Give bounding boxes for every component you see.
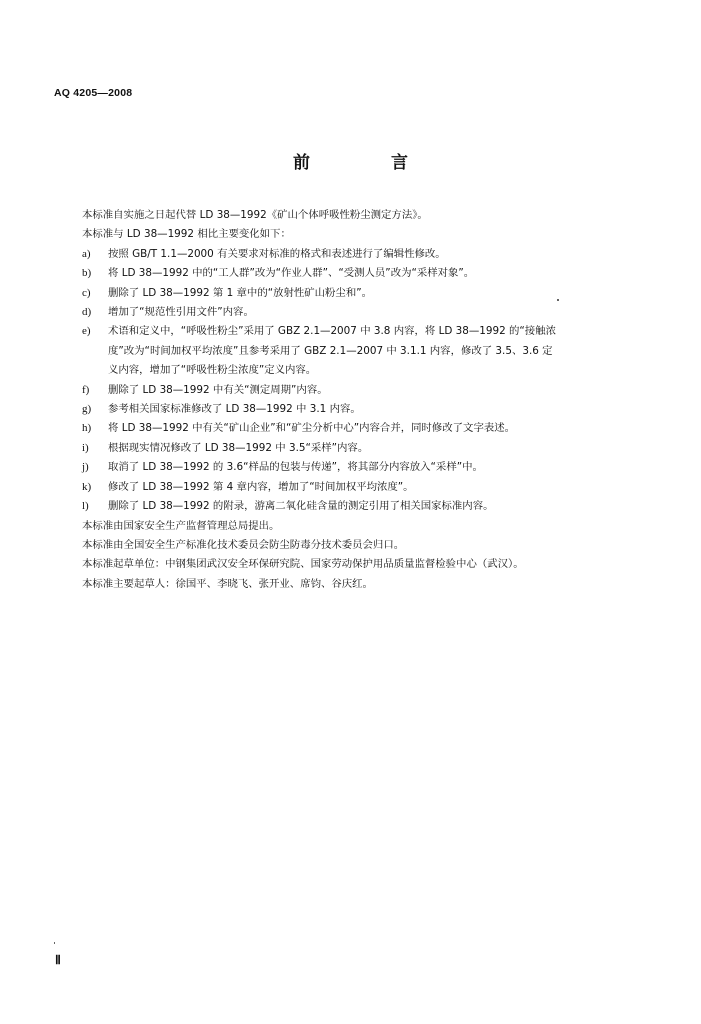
item-label: l) [82,500,89,513]
closing-paragraph-4: 本标准主要起草人：徐国平、李晓飞、张开业、席钧、谷庆红。 [82,577,373,590]
standard-code: AQ 4205—2008 [54,87,133,99]
item-text: 根据现实情况修改了 LD 38—1992 中 3.5“采样”内容。 [108,441,369,454]
scan-speck [54,942,55,944]
item-text: 按照 GB/T 1.1—2000 有关要求对标准的格式和表述进行了编辑性修改。 [108,247,446,260]
change-item-l [82,497,638,516]
change-item-d [82,303,638,322]
item-label: a) [82,247,91,260]
item-label: j) [82,461,89,474]
change-item-e [82,322,638,380]
page-title: 前 言 [293,153,440,173]
foreword-body [82,206,638,594]
item-label: f) [82,383,90,396]
item-text: 将 LD 38—1992 中的“工人群”改为“作业人群”、“受测人员”改为“采样对象”。 [108,267,475,280]
item-text: 删除了 LD 38—1992 中有关“测定周期”内容。 [108,383,328,396]
item-text: 义内容，增加了“呼吸性粉尘浓度”定义内容。 [108,364,317,377]
closing-paragraph-2: 本标准由全国安全生产标准化技术委员会防尘防毒分技术委员会归口。 [82,538,405,551]
item-label: e) [82,325,91,338]
change-item-h [82,419,638,438]
change-item-f [82,381,638,400]
item-text: 参考相关国家标准修改了 LD 38—1992 中 3.1 内容。 [108,403,361,416]
item-text: 取消了 LD 38—1992 的 3.6“样品的包装与传递”，将其部分内容放入“采样”中。 [108,461,483,474]
item-text: 术语和定义中，“呼吸性粉尘”采用了 GBZ 2.1—2007 中 3.8 内容，将 LD 38—1992 的“接触浓 [108,325,556,338]
item-text: 将 LD 38—1992 中有关“矿山企业”和“矿尘分析中心”内容合并，同时修改了文字表述。 [108,422,516,435]
change-item-a [82,245,638,264]
item-text: 增加了“规范性引用文件”内容。 [108,306,254,319]
intro-paragraph-1: 本标准自实施之日起代替 LD 38—1992《矿山个体呼吸性粉尘测定方法》。 [82,209,428,221]
page-number: Ⅱ [55,953,61,967]
item-label: g) [82,403,92,416]
change-item-i [82,439,638,458]
change-item-b [82,264,638,283]
intro-paragraph-2: 本标准与 LD 38—1992 相比主要变化如下： [82,228,291,241]
item-label: b) [82,267,92,280]
item-text: 修改了 LD 38—1992 第 4 章内容，增加了“时间加权平均浓度”。 [108,480,414,493]
scan-speck [557,299,559,301]
change-item-k [82,478,638,497]
item-label: k) [82,480,92,493]
item-text: 删除了 LD 38—1992 第 1 章中的“放射性矿山粉尘和”。 [108,286,372,299]
item-label: i) [82,441,89,454]
item-label: c) [82,286,91,299]
change-item-c [82,284,638,303]
item-label: h) [82,422,92,435]
item-label: d) [82,306,92,319]
closing-paragraph-3: 本标准起草单位：中钢集团武汉安全环保研究院、国家劳动保护用品质量监督检验中心（武汉）。 [82,558,524,571]
change-item-g [82,400,638,419]
item-text: 删除了 LD 38—1992 的附录，游离二氧化硅含量的测定引用了相关国家标准内容。 [108,500,494,513]
change-item-j [82,458,638,477]
item-text: 度”改为“时间加权平均浓度”且参考采用了 GBZ 2.1—2007 中 3.1.1 内容，修改了 3.5、3.6 定 [108,344,553,357]
closing-paragraph-1: 本标准由国家安全生产监督管理总局提出。 [82,519,280,532]
